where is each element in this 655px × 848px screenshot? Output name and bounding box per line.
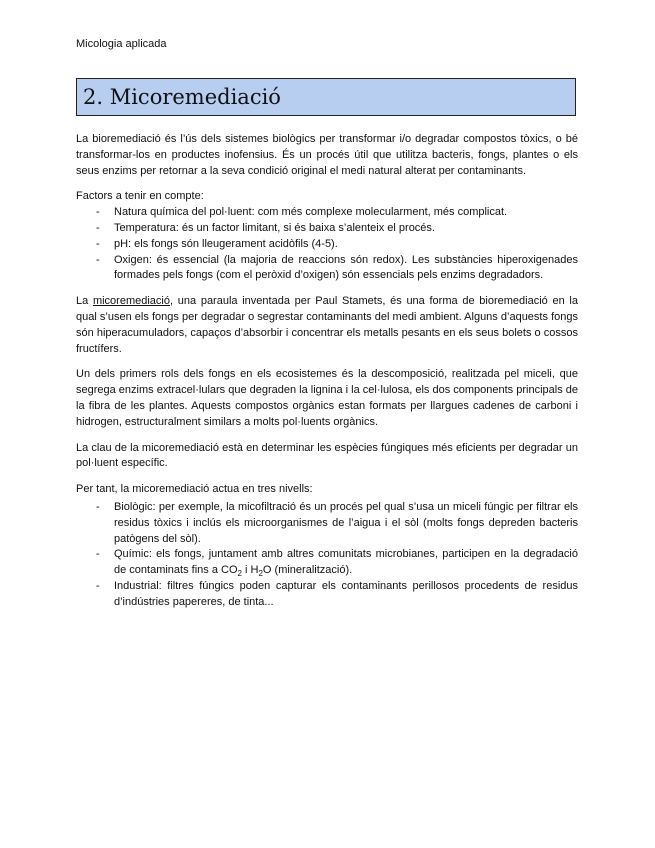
list-item-text: Oxigen: és essencial (la majoria de reaccions són redox). Les substàncies hiperoxigenades formades pels fongs (com el peròxid d’oxigen) són essencials pels enzims degradadors. xyxy=(114,253,578,282)
section-title: 2. Micoremediació xyxy=(83,85,281,109)
text-span: i H xyxy=(241,564,259,577)
list-item xyxy=(76,253,578,285)
list-item-text: Temperatura: és un factor limitant, si és baixa s’alenteix el procés. xyxy=(114,221,435,234)
text-span: , una paraula inventada per Paul Stamets, és una forma de bioremediació en la qual s’usen els fongs per degradar o segrestar contaminants del medi ambient. Alguns d’aquests fongs són hiperacumuladors, capaços d’absorbir i concentrar els metalls pesants en els seus bolets o cossos fructífers. xyxy=(76,295,578,355)
list-item xyxy=(76,205,578,221)
list-item-text xyxy=(114,548,578,579)
list-bullet: - xyxy=(96,237,100,250)
micoremediation-term: micoremediació xyxy=(92,295,170,308)
list-item xyxy=(76,237,578,253)
list-bullet: - xyxy=(96,253,100,266)
list-item xyxy=(76,579,578,611)
list-item-text: Biològic: per exemple, la micofiltració és un procés pel qual s’usa un miceli fúngic per filtrar els residus tòxics i inclús els microorganismes de l’aigua i el sòl (molts fongs depreden bacteris patògens del sòl). xyxy=(114,500,578,545)
list-item-text: Industrial: filtres fúngics poden capturar els contaminants perillosos procedents de residus d’indústries papereres, de tinta... xyxy=(114,579,578,608)
list-bullet: - xyxy=(96,500,100,513)
list-bullet: - xyxy=(96,221,100,234)
subscript: 2 xyxy=(258,569,263,579)
list-item xyxy=(76,221,578,237)
text-span: La xyxy=(76,295,93,308)
factors-label: Factors a tenir en compte: xyxy=(76,190,204,203)
key-paragraph: La clau de la micoremediació està en determinar les espècies fúngiques més eficients per degradar un pol·luent específic. xyxy=(76,441,578,470)
text-span: Químic: els fongs, juntament amb altres comunitats microbianes, participen en la degradació de contaminats fins a CO xyxy=(114,548,578,577)
fungi-roles-paragraph: Un dels primers rols dels fongs en els ecosistemes és la descomposició, realitzada pel miceli, que segrega enzims extracel·lulars que degraden la lignina i la cel·lulosa, els dos components principals de la fibra de les plantes. Aquests compostos orgànics estan formats per llargues cadenes de carboni i hidrogen, estructuralment similars a molts pol·luents orgànics. xyxy=(76,368,578,428)
micoremediation-paragraph xyxy=(76,294,578,357)
list-item-text: Natura química del pol·luent: com més complexe molecularment, més complicat. xyxy=(114,206,508,219)
levels-label: Per tant, la micoremediació actua en tres nivells: xyxy=(76,483,313,496)
running-header: Micologia aplicada xyxy=(76,38,167,50)
section-title-box xyxy=(76,78,576,116)
list-bullet: - xyxy=(96,579,100,592)
list-item xyxy=(76,500,578,547)
levels-list xyxy=(76,500,578,611)
list-bullet: - xyxy=(96,548,100,561)
text-span: O (mineralització). xyxy=(262,564,353,577)
intro-paragraph: La bioremediació és l’ús dels sistemes biològics per transformar i/o degradar compostos tòxics, o bé transformar-los en productes inofensius. És un procés útil que utilitza bacteris, fongs, plantes o els seus enzims per retornar a la seva condició original el medi natural alterat per contaminants. xyxy=(76,133,578,177)
factors-list xyxy=(76,205,578,284)
subscript: 2 xyxy=(237,569,242,579)
list-bullet: - xyxy=(96,206,100,219)
body-content xyxy=(76,132,578,621)
list-item xyxy=(76,547,578,579)
list-item-text: pH: els fongs són lleugerament acidòfils (4-5). xyxy=(114,237,338,250)
